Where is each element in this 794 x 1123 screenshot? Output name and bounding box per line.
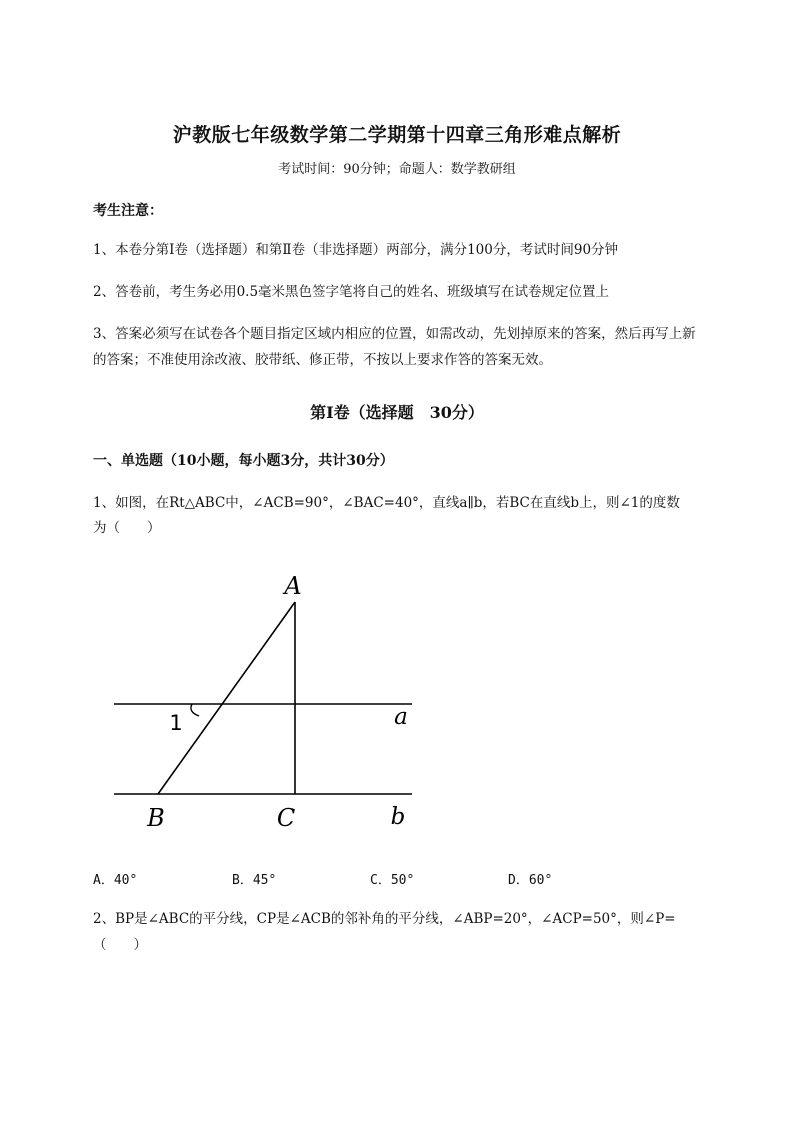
- question-1-text-continued: 为（ ）: [93, 520, 161, 536]
- question-2-text-continued: （ ）: [93, 937, 147, 953]
- notice-heading: 考生注意：: [93, 203, 163, 219]
- triangle-figure: [100, 562, 430, 838]
- choice-a[interactable]: A．40°: [93, 873, 138, 888]
- question-1-text: 1、如图，在Rt△ABC中，∠ACB=90°，∠BAC=40°，直线a∥b，若BC在直线b上，则∠1的度数: [93, 495, 680, 511]
- notice-item: 1、本卷分第I卷（选择题）和第Ⅱ卷（非选择题）两部分，满分100分，考试时间90分钟: [93, 242, 619, 258]
- notice-item: 2、答卷前，考生务必用0.5毫米黑色签字笔将自己的姓名、班级填写在试卷规定位置上: [93, 284, 610, 300]
- question-2-text: 2、BP是∠ABC的平分线，CP是∠ACB的邻补角的平分线，∠ABP=20°，∠ACP=50°，则∠P=: [93, 911, 676, 927]
- part-title: 一、单选题（10小题，每小题3分，共计30分）: [93, 453, 394, 469]
- choice-c[interactable]: C．50°: [370, 873, 415, 888]
- page-title: 沪教版七年级数学第二学期第十四章三角形难点解析: [172, 124, 622, 146]
- notice-item-continued: 的答案；不准使用涂改液、胶带纸、修正带，不按以上要求作答的答案无效。: [93, 352, 552, 368]
- notice-item: 3、答案必须写在试卷各个题目指定区域内相应的位置，如需改动，先划掉原来的答案，然后再写上新: [93, 326, 696, 342]
- label-a-point: A: [284, 572, 302, 600]
- choice-d[interactable]: D．60°: [508, 873, 553, 888]
- label-angle-1: 1: [169, 711, 183, 735]
- question-1-choices: [93, 869, 693, 889]
- label-line-b: b: [390, 804, 406, 830]
- label-b-point: B: [147, 804, 165, 832]
- label-line-a: a: [394, 704, 408, 730]
- segment-ab: [158, 602, 295, 794]
- label-c-point: C: [276, 804, 296, 832]
- choice-b[interactable]: B．45°: [232, 873, 277, 888]
- exam-info: 考试时间：90分钟；命题人：数学教研组: [278, 162, 516, 177]
- angle-1-arc: [191, 704, 199, 716]
- section-title: 第I卷（选择题 30分）: [310, 403, 484, 422]
